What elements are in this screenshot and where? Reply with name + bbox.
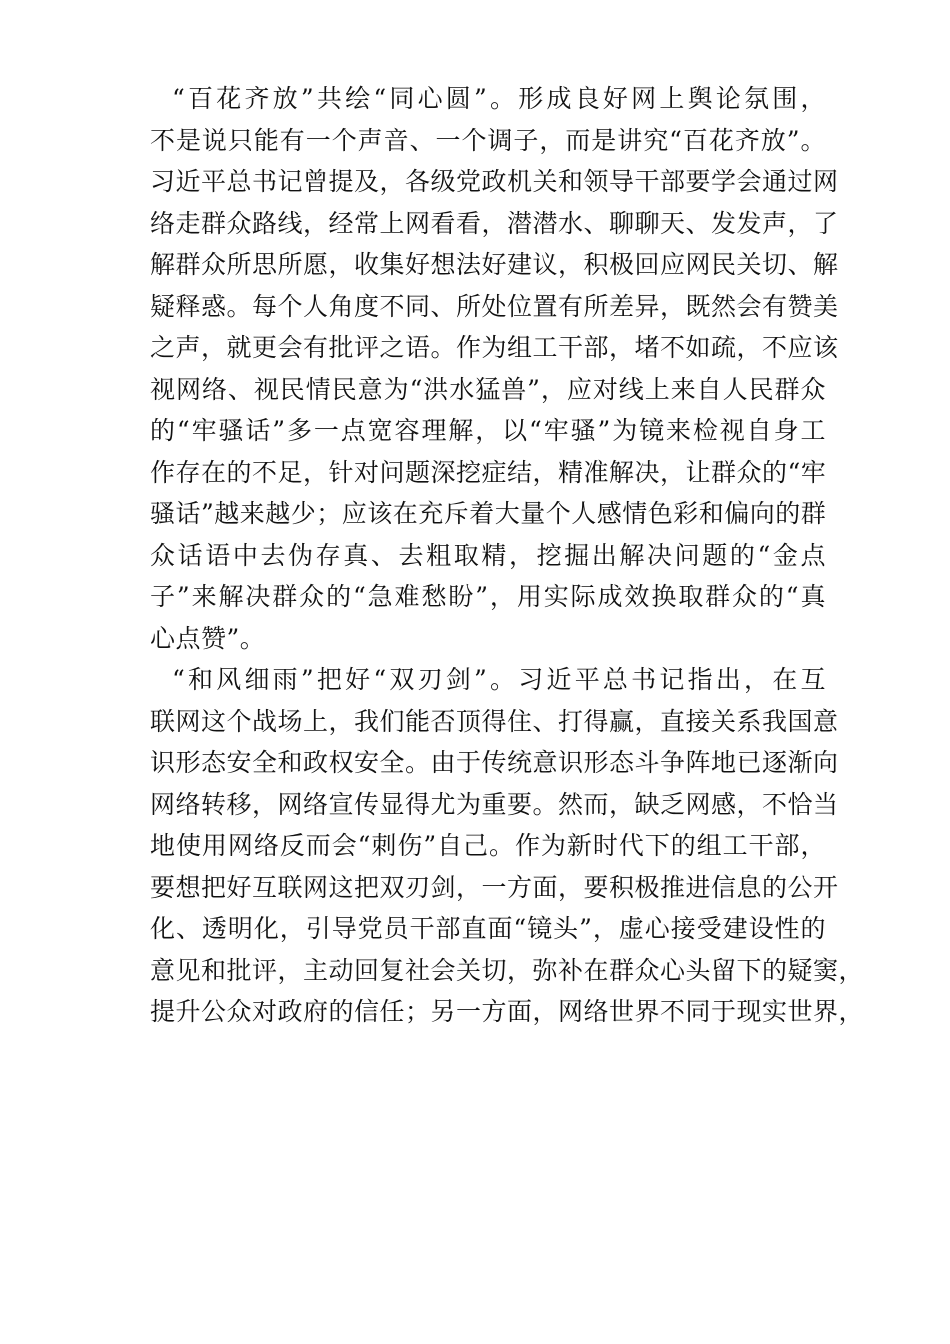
text-line: 众话语中去伪存真、去粗取精，挖掘出解决问题的“金点 [150, 540, 826, 570]
text-line: 意见和批评，主动回复社会关切，弥补在群众心头留下的疑窦， [150, 955, 865, 985]
text-line: 化、透明化，引导党员干部直面“镜头”，虚心接受建设性的 [150, 914, 826, 943]
text-line: 地使用网络反而会“刺伤”自己。作为新时代下的组工干部， [150, 831, 826, 860]
text-line: 之声，就更会有批评之语。作为组工干部，堵不如疏，不应该 [150, 333, 839, 362]
text-line: 提升公众对政府的信任；另一方面，网络世界不同于现实世界， [150, 997, 865, 1026]
paragraph-hefeng [150, 659, 865, 1033]
text-line: 网络转移，网络宣传显得尤为重要。然而，缺乏网感，不恰当 [150, 789, 839, 819]
text-line: “百花齐放”共绘“同心圆”。形成良好网上舆论氛围， [172, 84, 826, 113]
text-line: 习近平总书记曾提及，各级党政机关和领导干部要学会通过网 [150, 167, 839, 196]
text-line: 的“牢骚话”多一点宽容理解，以“牢骚”为镜来检视自身工 [150, 416, 826, 445]
text-line: 解群众所思所愿，收集好想法好建议，积极回应网民关切、解 [150, 250, 839, 279]
text-line: 识形态安全和政权安全。由于传统意识形态斗争阵地已逐渐向 [150, 748, 839, 777]
text-line: 视网络、视民情民意为“洪水猛兽”，应对线上来自人民群众 [150, 374, 826, 404]
text-line: 不是说只能有一个声音、一个调子，而是讲究“百花齐放”。 [150, 125, 826, 155]
document-page [150, 78, 865, 1033]
text-line: 骚话”越来越少；应该在充斥着大量个人感情色彩和偏向的群 [150, 499, 827, 528]
text-line: 疑释惑。每个人角度不同、所处位置有所差异，既然会有赞美 [150, 291, 839, 321]
text-line: 子”来解决群众的“急难愁盼”，用实际成效换取群众的“真 [150, 582, 826, 611]
text-line: 作存在的不足，针对问题深挖症结，精准解决，让群众的“牢 [150, 457, 827, 487]
paragraph-baihua [150, 78, 839, 659]
text-line: 要想把好互联网这把双刃剑，一方面，要积极推进信息的公开 [150, 872, 839, 902]
text-line: 联网这个战场上，我们能否顶得住、打得赢，直接关系我国意 [150, 706, 839, 736]
text-line: 心点赞”。 [150, 623, 266, 653]
text-line: “和风细雨”把好“双刃剑”。习近平总书记指出，在互 [172, 665, 826, 694]
text-line: 络走群众路线，经常上网看看，潜潜水、聊聊天、发发声，了 [150, 208, 839, 238]
